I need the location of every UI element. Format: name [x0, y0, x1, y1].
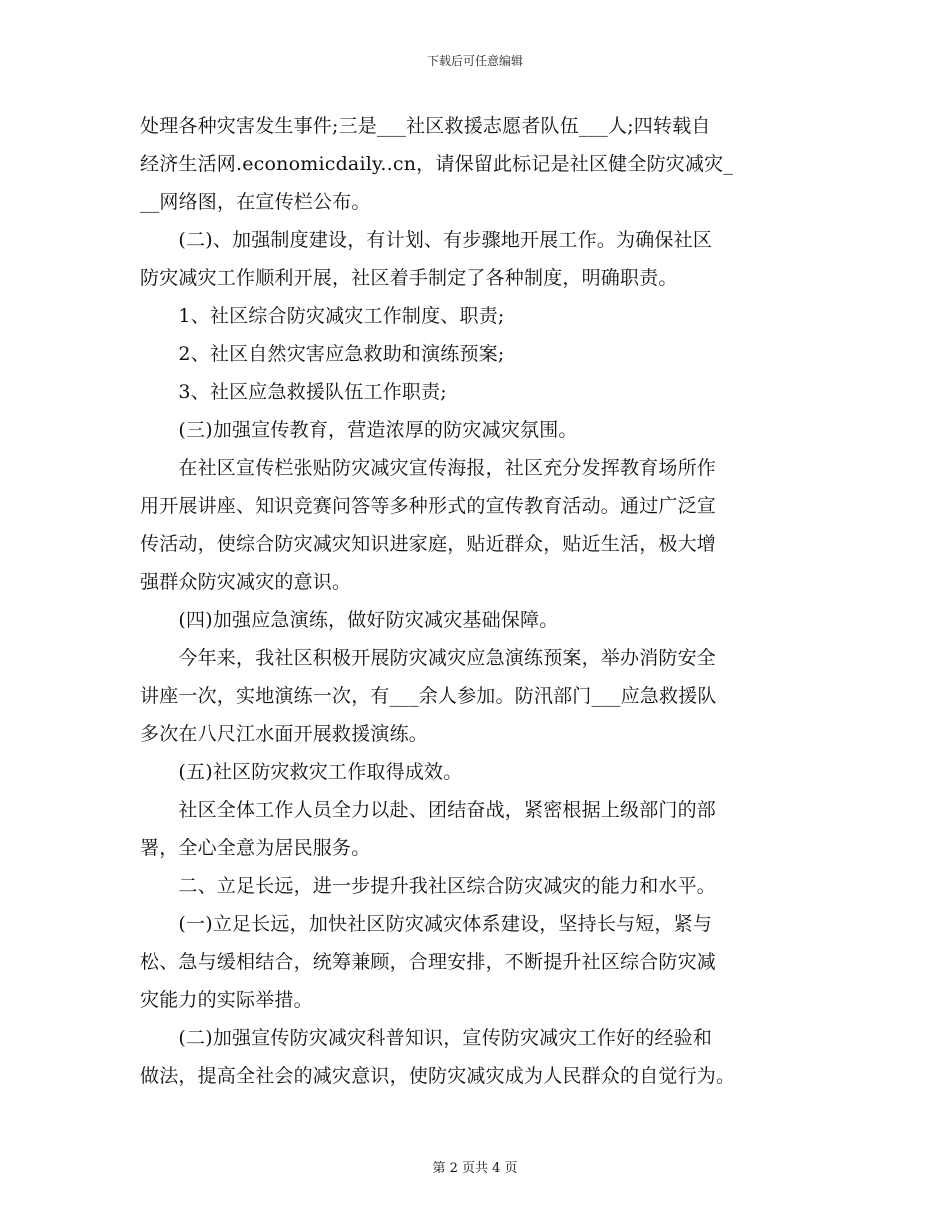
body-line: 二、立足长远，进一步提升我社区综合防灾减灾的能力和水平。 — [140, 875, 717, 897]
body-line: 2、社区自然灾害应急救助和演练预案; — [140, 343, 505, 365]
body-line: (五)社区防灾救灾工作取得成效。 — [140, 761, 463, 783]
body-line: 防灾减灾工作顺利开展，社区着手制定了各种制度，明确职责。 — [140, 267, 678, 289]
body-line: (二)、加强制度建设，有计划、有步骤地开展工作。为确保社区 — [140, 229, 713, 251]
body-line: 灾能力的实际举措。 — [140, 989, 313, 1011]
body-line: 传活动，使综合防灾减灾知识进家庭，贴近群众，贴近生活，极大增 — [140, 533, 717, 555]
body-line: 多次在八尺江水面开展救援演练。 — [140, 723, 429, 745]
body-line: (二)加强宣传防灾减灾科普知识，宣传防灾减灾工作好的经验和 — [140, 1027, 713, 1049]
body-line: 署，全心全意为居民服务。 — [140, 837, 371, 859]
body-line: 松、急与缓相结合，统筹兼顾，合理安排，不断提升社区综合防灾减 — [140, 951, 717, 973]
body-line: 在社区宣传栏张贴防灾减灾宣传海报，社区充分发挥教育场所作 — [140, 457, 717, 479]
body-line: (一)立足长远，加快社区防灾减灾体系建设，坚持长与短，紧与 — [140, 913, 713, 935]
body-line: 讲座一次，实地演练一次，有___余人参加。防汛部门___应急救援队 — [140, 685, 717, 707]
body-line: 今年来，我社区积极开展防灾减灾应急演练预案，举办消防安全 — [140, 647, 717, 669]
body-line: (三)加强宣传教育，营造浓厚的防灾减灾氛围。 — [140, 419, 578, 441]
body-line: __网络图，在宣传栏公布。 — [140, 191, 371, 213]
page-header: 下载后可任意编辑 — [426, 54, 523, 68]
body-line: 社区全体工作人员全力以赴、团结奋战，紧密根据上级部门的部 — [140, 799, 717, 821]
body-line: 做法，提高全社会的减灾意识，使防灾减灾成为人民群众的自觉行为。 — [140, 1065, 736, 1087]
body-line: 经济生活网.economicdaily..cn，请保留此标记是社区健全防灾减灾_ — [140, 153, 734, 175]
body-line: 处理各种灾害发生事件;三是___社区救援志愿者队伍___人;四转载自 — [140, 115, 711, 137]
body-line: 强群众防灾减灾的意识。 — [140, 571, 352, 593]
body-line: (四)加强应急演练，做好防灾减灾基础保障。 — [140, 609, 559, 631]
page-footer: 第 2 页共 4 页 — [432, 1161, 518, 1176]
document-body — [140, 107, 805, 1095]
body-line: 3、社区应急救援队伍工作职责; — [140, 381, 447, 403]
body-line: 用开展讲座、知识竞赛问答等多种形式的宣传教育活动。通过广泛宣 — [140, 495, 717, 517]
body-line: 1、社区综合防灾减灾工作制度、职责; — [140, 305, 505, 327]
